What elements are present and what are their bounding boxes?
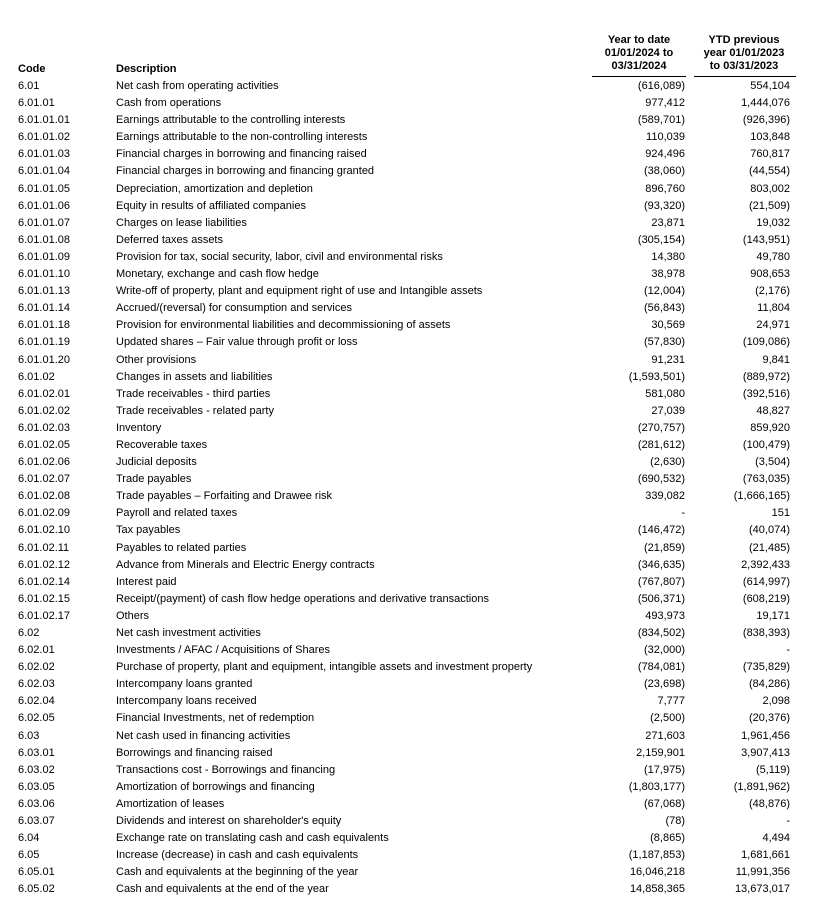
row-value-current: (616,089) — [637, 80, 685, 92]
row-code: 6.05.02 — [18, 883, 55, 896]
row-description: Earnings attributable to the controlling interests — [116, 114, 346, 127]
row-code: 6.01.01.19 — [18, 336, 70, 349]
table-row — [0, 488, 816, 505]
row-value-current: 339,082 — [645, 490, 685, 503]
table-row — [0, 574, 816, 591]
table-row — [0, 95, 816, 112]
header-year-to-date: Year to date 01/01/2024 to 03/31/2024 — [604, 34, 674, 72]
row-description: Depreciation, amortization and depletion — [116, 182, 313, 195]
row-value-current: 23,871 — [651, 216, 685, 229]
table-row — [0, 779, 816, 796]
row-code: 6.01.02 — [18, 370, 55, 383]
row-value-current: (346,635) — [637, 558, 685, 571]
row-code: 6.01.01.05 — [18, 182, 70, 195]
row-value-previous: 1,681,661 — [741, 849, 790, 862]
row-value-previous: - — [786, 644, 790, 657]
table-row — [0, 420, 816, 437]
row-value-previous: 2,098 — [762, 695, 790, 708]
table-row — [0, 693, 816, 710]
row-code: 6.01.02.11 — [18, 541, 70, 554]
row-description: Trade receivables - related party — [116, 404, 274, 417]
row-value-current: (589,701) — [637, 114, 685, 127]
row-value-previous: (84,286) — [749, 678, 790, 691]
row-value-current: (21,859) — [644, 541, 685, 554]
table-row — [0, 830, 816, 847]
row-description: Charges on lease liabilities — [116, 216, 247, 229]
row-description: Intercompany loans granted — [116, 678, 253, 691]
row-value-previous: (5,119) — [755, 763, 790, 776]
table-row — [0, 625, 816, 642]
row-value-current: (38,060) — [644, 165, 685, 178]
row-value-previous: 859,920 — [750, 421, 790, 434]
table-row — [0, 505, 816, 522]
table-row — [0, 847, 816, 864]
row-description: Deferred taxes assets — [116, 233, 223, 246]
row-value-previous: 151 — [771, 507, 790, 520]
row-value-previous: 19,032 — [756, 216, 790, 229]
table-row — [0, 557, 816, 574]
row-description: Provision for tax, social security, labor, civil and environmental risks — [116, 250, 443, 263]
table-row — [0, 146, 816, 163]
row-description: Trade receivables - third parties — [116, 387, 271, 400]
row-value-current: (146,472) — [637, 524, 685, 537]
row-value-previous: 11,991,356 — [735, 866, 790, 879]
row-code: 6.03.07 — [18, 815, 55, 828]
row-description: Tax payables — [116, 524, 181, 537]
header-code: Code — [18, 63, 46, 75]
row-code: 6.01.02.02 — [18, 404, 70, 417]
row-code: 6.02.03 — [18, 678, 55, 691]
row-value-previous: 19,171 — [756, 609, 790, 622]
row-value-current: 924,496 — [645, 148, 685, 161]
row-value-current: (2,630) — [650, 456, 685, 469]
row-description: Net cash from operating activities — [116, 80, 279, 92]
row-code: 6.01.02.03 — [18, 421, 70, 434]
row-description: Financial charges in borrowing and financing raised — [116, 148, 367, 161]
row-description: Amortization of leases — [116, 797, 225, 810]
row-value-previous: 49,780 — [756, 250, 790, 263]
row-code: 6.01.01.10 — [18, 268, 70, 281]
row-code: 6.01.02.05 — [18, 438, 70, 451]
row-code: 6.03.01 — [18, 746, 55, 759]
row-value-previous: 103,848 — [750, 131, 790, 144]
row-value-current: (834,502) — [637, 627, 685, 639]
row-description: Provision for environmental liabilities and decommissioning of assets — [116, 319, 451, 332]
row-code: 6.01.01.03 — [18, 148, 70, 161]
row-code: 6.01.01.08 — [18, 233, 70, 246]
row-value-current: (67,068) — [644, 797, 685, 810]
table-row — [0, 471, 816, 488]
table-row — [0, 266, 816, 283]
row-value-previous: (21,509) — [749, 199, 790, 212]
row-value-current: (23,698) — [644, 678, 685, 691]
row-value-previous: (1,666,165) — [733, 490, 790, 503]
row-value-previous: (838,393) — [742, 627, 790, 639]
header-ytd-previous-year: YTD previous year 01/01/2023 to 03/31/2023 — [703, 34, 785, 72]
row-code: 6.01.02.14 — [18, 575, 70, 588]
row-value-current: 2,159,901 — [636, 746, 685, 759]
row-code: 6.03 — [18, 729, 40, 742]
row-value-current: (305,154) — [637, 233, 685, 246]
row-description: Dividends and interest on shareholder's equity — [116, 815, 342, 828]
row-value-previous: (2,176) — [755, 285, 790, 298]
row-value-current: 110,039 — [646, 131, 685, 144]
row-value-current: (270,757) — [637, 421, 685, 434]
row-value-current: 977,412 — [645, 97, 685, 110]
table-row — [0, 728, 816, 745]
row-code: 6.01.02.15 — [18, 592, 70, 605]
row-code: 6.01 — [18, 80, 40, 92]
row-value-previous: 2,392,433 — [741, 558, 790, 571]
row-description: Earnings attributable to the non-controlling interests — [116, 131, 368, 144]
row-description: Borrowings and financing raised — [116, 746, 273, 759]
row-code: 6.02.02 — [18, 661, 55, 674]
table-row — [0, 129, 816, 146]
header-description: Description — [116, 63, 177, 75]
table-row — [0, 642, 816, 659]
row-value-current: 14,380 — [651, 250, 685, 263]
table-row — [0, 198, 816, 215]
row-value-current: (1,803,177) — [628, 780, 685, 793]
row-value-current: 16,046,218 — [629, 866, 685, 879]
table-row — [0, 796, 816, 813]
row-description: Receipt/(payment) of cash flow hedge operations and derivative transactions — [116, 592, 489, 605]
row-value-current: (17,975) — [644, 763, 685, 776]
row-description: Payables to related parties — [116, 541, 247, 554]
row-description: Trade payables — [116, 473, 192, 486]
row-description: Cash and equivalents at the end of the year — [116, 883, 329, 896]
row-value-current: 27,039 — [651, 404, 685, 417]
row-value-previous: (1,891,962) — [733, 780, 790, 793]
row-code: 6.01.02.09 — [18, 507, 70, 520]
table-row — [0, 215, 816, 232]
row-value-current: (690,532) — [637, 473, 685, 486]
row-value-previous: (3,504) — [755, 456, 790, 469]
row-value-previous: (608,219) — [742, 592, 790, 605]
row-description: Interest paid — [116, 575, 177, 588]
table-row — [0, 454, 816, 471]
row-value-current: 30,569 — [651, 319, 685, 332]
row-value-current: 91,231 — [651, 353, 685, 366]
table-row — [0, 659, 816, 676]
row-value-current: (93,320) — [644, 199, 685, 212]
table-header — [0, 33, 816, 77]
row-code: 6.02.01 — [18, 644, 55, 657]
row-code: 6.01.01.02 — [18, 131, 70, 144]
row-value-previous: 803,002 — [750, 182, 790, 195]
row-value-previous: (100,479) — [742, 438, 790, 451]
row-description: Payroll and related taxes — [116, 507, 238, 520]
table-row — [0, 403, 816, 420]
table-row — [0, 334, 816, 351]
row-code: 6.02.04 — [18, 695, 55, 708]
row-description: Transactions cost - Borrowings and financing — [116, 763, 336, 776]
row-description: Monetary, exchange and cash flow hedge — [116, 268, 319, 281]
row-value-current: (12,004) — [644, 285, 685, 298]
row-value-previous: 9,841 — [762, 353, 790, 366]
row-value-previous: (763,035) — [742, 473, 790, 486]
row-value-previous: (21,485) — [749, 541, 790, 554]
row-description: Equity in results of affiliated companies — [116, 199, 306, 212]
row-code: 6.03.05 — [18, 780, 55, 793]
table-row — [0, 540, 816, 557]
row-description: Intercompany loans received — [116, 695, 257, 708]
row-code: 6.02.05 — [18, 712, 55, 725]
row-description: Purchase of property, plant and equipment, intangible assets and investment property — [116, 661, 533, 674]
row-value-previous: 24,971 — [756, 319, 790, 332]
row-code: 6.01.01.01 — [18, 114, 70, 127]
row-value-previous: (926,396) — [742, 114, 790, 127]
row-description: Investments / AFAC / Acquisitions of Shares — [116, 644, 330, 657]
row-value-previous: (392,516) — [742, 387, 790, 400]
row-value-previous: (143,951) — [742, 233, 790, 246]
row-code: 6.01.01.09 — [18, 250, 70, 263]
table-row — [0, 881, 816, 898]
table-row — [0, 864, 816, 881]
table-row — [0, 283, 816, 300]
table-row — [0, 317, 816, 334]
row-value-previous: 11,804 — [757, 302, 790, 315]
row-description: Accrued/(reversal) for consumption and services — [116, 302, 352, 315]
row-description: Other provisions — [116, 353, 197, 366]
row-value-current: (784,081) — [637, 661, 685, 674]
row-value-current: 493,973 — [645, 609, 685, 622]
row-value-current: 7,777 — [657, 695, 685, 708]
row-description: Net cash used in financing activities — [116, 729, 291, 742]
row-value-previous: 554,104 — [750, 80, 790, 92]
row-code: 6.03.02 — [18, 763, 55, 776]
row-code: 6.01.01.18 — [18, 319, 70, 332]
row-value-current: 581,080 — [645, 387, 685, 400]
row-value-previous: (889,972) — [742, 370, 790, 383]
header-underline-col2 — [694, 76, 796, 77]
row-description: Net cash investment activities — [116, 627, 261, 639]
row-value-current: (1,593,501) — [628, 370, 685, 383]
row-value-current: (2,500) — [650, 712, 685, 725]
row-value-previous: 4,494 — [762, 832, 790, 845]
row-value-previous: (614,997) — [742, 575, 790, 588]
table-row — [0, 232, 816, 249]
row-code: 6.01.02.12 — [18, 558, 70, 571]
table-row — [0, 676, 816, 693]
row-value-current: (506,371) — [637, 592, 685, 605]
table-row — [0, 437, 816, 454]
row-code: 6.01.01.13 — [18, 285, 70, 298]
table-row — [0, 300, 816, 317]
row-value-current: (78) — [665, 815, 685, 828]
row-value-previous: (40,074) — [749, 524, 790, 537]
row-code: 6.01.01.20 — [18, 353, 70, 366]
row-code: 6.01.01.04 — [18, 165, 70, 178]
row-value-current: (57,830) — [644, 336, 685, 349]
row-value-previous: 908,653 — [750, 268, 790, 281]
row-value-current: 38,978 — [651, 268, 685, 281]
table-row — [0, 710, 816, 727]
row-description: Others — [116, 609, 150, 622]
table-row — [0, 813, 816, 830]
table-row — [0, 112, 816, 129]
row-description: Exchange rate on translating cash and cash equivalents — [116, 832, 389, 845]
row-value-current: (56,843) — [644, 302, 685, 315]
row-value-current: 271,603 — [645, 729, 685, 742]
row-value-current: 14,858,365 — [629, 883, 685, 896]
table-row — [0, 249, 816, 266]
row-value-previous: (735,829) — [742, 661, 790, 674]
row-value-previous: (44,554) — [749, 165, 790, 178]
row-code: 6.02 — [18, 627, 40, 639]
row-code: 6.01.02.08 — [18, 490, 70, 503]
row-code: 6.01.02.17 — [18, 609, 70, 622]
row-code: 6.05.01 — [18, 866, 55, 879]
row-value-previous: - — [786, 815, 790, 828]
row-value-previous: (20,376) — [749, 712, 790, 725]
row-description: Financial charges in borrowing and financing granted — [116, 165, 375, 178]
table-row — [0, 78, 816, 95]
row-code: 6.01.01 — [18, 97, 55, 110]
row-value-previous: 760,817 — [750, 148, 790, 161]
row-description: Changes in assets and liabilities — [116, 370, 273, 383]
table-row — [0, 181, 816, 198]
table-row — [0, 386, 816, 403]
row-code: 6.01.01.06 — [18, 199, 70, 212]
row-value-previous: 48,827 — [756, 404, 790, 417]
row-description: Cash from operations — [116, 97, 222, 110]
row-description: Amortization of borrowings and financing — [116, 780, 315, 793]
row-code: 6.01.02.10 — [18, 524, 70, 537]
row-value-previous: (48,876) — [749, 797, 790, 810]
row-value-previous: 1,444,076 — [741, 97, 790, 110]
row-code: 6.01.01.07 — [18, 216, 70, 229]
row-value-current: (767,807) — [637, 575, 685, 588]
row-value-previous: (109,086) — [742, 336, 790, 349]
row-code: 6.01.02.06 — [18, 456, 70, 469]
row-description: Updated shares – Fair value through profit or loss — [116, 336, 358, 349]
row-description: Recoverable taxes — [116, 438, 208, 451]
row-description: Cash and equivalents at the beginning of the year — [116, 866, 359, 879]
table-row — [0, 591, 816, 608]
row-value-current: (8,865) — [650, 832, 685, 845]
row-value-current: 896,760 — [645, 182, 685, 195]
row-code: 6.03.06 — [18, 797, 55, 810]
row-value-current: (1,187,853) — [628, 849, 685, 862]
row-description: Increase (decrease) in cash and cash equivalents — [116, 849, 359, 862]
row-code: 6.01.01.14 — [18, 302, 70, 315]
header-underline-col1 — [592, 76, 686, 77]
cash-flow-table — [0, 78, 816, 899]
row-value-current: - — [681, 507, 685, 520]
row-code: 6.04 — [18, 832, 40, 845]
row-code: 6.05 — [18, 849, 40, 862]
row-value-current: (281,612) — [637, 438, 685, 451]
row-description: Trade payables – Forfaiting and Drawee risk — [116, 490, 333, 503]
table-row — [0, 745, 816, 762]
row-value-previous: 1,961,456 — [741, 729, 790, 742]
table-row — [0, 352, 816, 369]
table-row — [0, 369, 816, 386]
table-row — [0, 608, 816, 625]
row-value-previous: 13,673,017 — [734, 883, 790, 896]
row-description: Write-off of property, plant and equipment right of use and Intangible assets — [116, 285, 483, 298]
table-row — [0, 522, 816, 539]
row-code: 6.01.02.07 — [18, 473, 70, 486]
row-description: Inventory — [116, 421, 162, 434]
row-value-previous: 3,907,413 — [741, 746, 790, 759]
row-description: Judicial deposits — [116, 456, 197, 469]
row-value-current: (32,000) — [644, 644, 685, 657]
row-code: 6.01.02.01 — [18, 387, 70, 400]
table-row — [0, 762, 816, 779]
row-description: Advance from Minerals and Electric Energy contracts — [116, 558, 375, 571]
table-row — [0, 163, 816, 180]
row-description: Financial Investments, net of redemption — [116, 712, 315, 725]
